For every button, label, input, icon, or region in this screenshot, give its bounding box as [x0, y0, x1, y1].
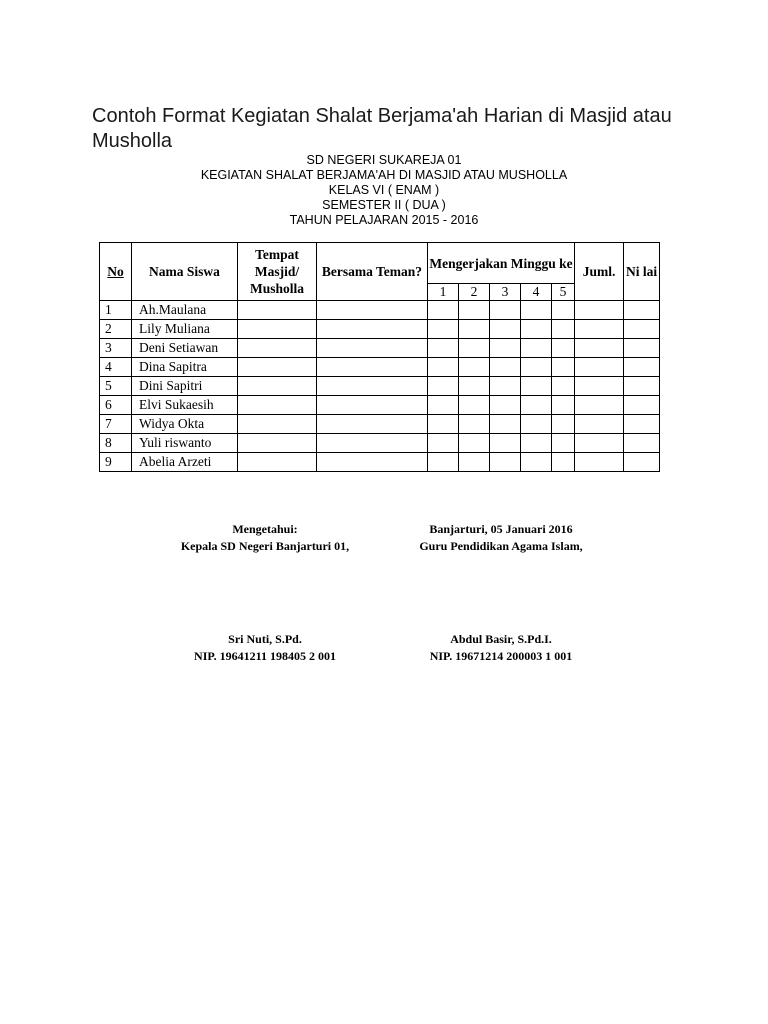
signature-left-line1: Mengetahui: [232, 522, 298, 536]
header-place: Tempat Masjid/ Musholla [238, 243, 317, 301]
together-cell [317, 339, 428, 358]
student-name-cell: Abelia Arzeti [132, 453, 238, 472]
header-week-2: 2 [459, 284, 490, 301]
total-cell [575, 358, 624, 377]
total-cell [575, 339, 624, 358]
student-name-cell: Ah.Maulana [132, 301, 238, 320]
total-cell [575, 301, 624, 320]
week-3-cell [490, 358, 521, 377]
week-1-cell [428, 320, 459, 339]
together-cell [317, 377, 428, 396]
score-cell [624, 301, 660, 320]
week-1-cell [428, 434, 459, 453]
signature-right-line2: Guru Pendidikan Agama Islam, [419, 539, 583, 553]
signature-left-name: Sri Nuti, S.Pd. [228, 632, 302, 646]
table-row [100, 358, 660, 377]
score-cell [624, 339, 660, 358]
week-1-cell [428, 396, 459, 415]
week-2-cell [459, 453, 490, 472]
student-name-cell: Dina Sapitra [132, 358, 238, 377]
activity-title: KEGIATAN SHALAT BERJAMA'AH DI MASJID ATAU MUSHOLLA [200, 168, 568, 182]
place-cell [238, 358, 317, 377]
row-number-cell: 6 [100, 396, 132, 415]
week-5-cell [552, 339, 575, 358]
score-cell [624, 434, 660, 453]
week-5-cell [552, 396, 575, 415]
header-score: Ni lai [624, 243, 660, 301]
place-cell [238, 415, 317, 434]
together-cell [317, 320, 428, 339]
week-1-cell [428, 339, 459, 358]
table-row [100, 339, 660, 358]
place-cell [238, 434, 317, 453]
together-cell [317, 453, 428, 472]
table-row [100, 377, 660, 396]
row-number-cell: 9 [100, 453, 132, 472]
signature-right-block [371, 631, 631, 665]
week-5-cell [552, 434, 575, 453]
row-number-cell: 4 [100, 358, 132, 377]
row-number-cell: 2 [100, 320, 132, 339]
header-week-1: 1 [428, 284, 459, 301]
total-cell [575, 415, 624, 434]
table-row [100, 320, 660, 339]
header-week-3: 3 [490, 284, 521, 301]
week-3-cell [490, 415, 521, 434]
together-cell [317, 434, 428, 453]
week-4-cell [521, 358, 552, 377]
week-1-cell [428, 358, 459, 377]
document-title: Contoh Format Kegiatan Shalat Berjama'ah Harian di Masjid atau Musholla [92, 105, 672, 152]
score-cell [624, 320, 660, 339]
week-2-cell [459, 377, 490, 396]
week-3-cell [490, 320, 521, 339]
row-number-cell: 3 [100, 339, 132, 358]
total-cell [575, 377, 624, 396]
week-4-cell [521, 415, 552, 434]
week-3-cell [490, 339, 521, 358]
place-cell [238, 396, 317, 415]
together-cell [317, 358, 428, 377]
total-cell [575, 396, 624, 415]
week-4-cell [521, 301, 552, 320]
score-cell [624, 453, 660, 472]
score-cell [624, 377, 660, 396]
place-cell [238, 377, 317, 396]
row-number-cell: 7 [100, 415, 132, 434]
table-row [100, 453, 660, 472]
semester-label: SEMESTER II ( DUA ) [322, 198, 446, 212]
together-cell [317, 301, 428, 320]
signature-right-nip: NIP. 19671214 200003 1 001 [429, 649, 573, 663]
week-2-cell [459, 396, 490, 415]
row-number-cell: 8 [100, 434, 132, 453]
week-4-cell [521, 320, 552, 339]
school-name: SD NEGERI SUKAREJA 01 [306, 153, 462, 167]
week-5-cell [552, 377, 575, 396]
header-together: Bersama Teman? [317, 243, 428, 301]
total-cell [575, 453, 624, 472]
table-row [100, 434, 660, 453]
week-4-cell [521, 377, 552, 396]
table-body [100, 301, 660, 472]
week-2-cell [459, 339, 490, 358]
header-no: No [100, 243, 132, 301]
week-3-cell [490, 301, 521, 320]
week-5-cell [552, 358, 575, 377]
week-3-cell [490, 453, 521, 472]
place-cell [238, 453, 317, 472]
week-5-cell [552, 415, 575, 434]
student-name-cell: Widya Okta [132, 415, 238, 434]
together-cell [317, 415, 428, 434]
table-header-row [100, 243, 660, 284]
week-2-cell [459, 320, 490, 339]
header-week-5: 5 [552, 284, 575, 301]
score-cell [624, 358, 660, 377]
score-cell [624, 396, 660, 415]
table-row [100, 301, 660, 320]
week-1-cell [428, 453, 459, 472]
week-1-cell [428, 415, 459, 434]
header-name: Nama Siswa [132, 243, 238, 301]
place-cell [238, 301, 317, 320]
week-4-cell [521, 453, 552, 472]
week-1-cell [428, 377, 459, 396]
signature-right-name: Abdul Basir, S.Pd.I. [450, 632, 552, 646]
week-2-cell [459, 434, 490, 453]
header-weeks: Mengerjakan Minggu ke [428, 243, 575, 284]
score-cell [624, 415, 660, 434]
student-name-cell: Dini Sapitri [132, 377, 238, 396]
signature-right-line1: Banjarturi, 05 Januari 2016 [429, 522, 573, 536]
week-4-cell [521, 434, 552, 453]
week-5-cell [552, 301, 575, 320]
header-total: Juml. [575, 243, 624, 301]
week-3-cell [490, 377, 521, 396]
row-number-cell: 1 [100, 301, 132, 320]
class-label: KELAS VI ( ENAM ) [328, 183, 440, 197]
attendance-table [99, 242, 660, 472]
total-cell [575, 434, 624, 453]
week-5-cell [552, 320, 575, 339]
week-2-cell [459, 301, 490, 320]
together-cell [317, 396, 428, 415]
signature-left-heading [135, 521, 395, 555]
table-row [100, 415, 660, 434]
week-3-cell [490, 434, 521, 453]
header-week-4: 4 [521, 284, 552, 301]
week-2-cell [459, 358, 490, 377]
week-5-cell [552, 453, 575, 472]
student-name-cell: Elvi Sukaesih [132, 396, 238, 415]
report-header [0, 153, 768, 228]
place-cell [238, 320, 317, 339]
week-4-cell [521, 339, 552, 358]
week-2-cell [459, 415, 490, 434]
total-cell [575, 320, 624, 339]
week-3-cell [490, 396, 521, 415]
signature-left-block [135, 631, 395, 665]
row-number-cell: 5 [100, 377, 132, 396]
table-row [100, 396, 660, 415]
school-year-label: TAHUN PELAJARAN 2015 - 2016 [289, 213, 479, 227]
week-4-cell [521, 396, 552, 415]
place-cell [238, 339, 317, 358]
signature-right-heading [371, 521, 631, 555]
week-1-cell [428, 301, 459, 320]
signature-left-nip: NIP. 19641211 198405 2 001 [194, 649, 336, 663]
student-name-cell: Deni Setiawan [132, 339, 238, 358]
signature-left-line2: Kepala SD Negeri Banjarturi 01, [180, 539, 350, 553]
student-name-cell: Yuli riswanto [132, 434, 238, 453]
student-name-cell: Lily Muliana [132, 320, 238, 339]
